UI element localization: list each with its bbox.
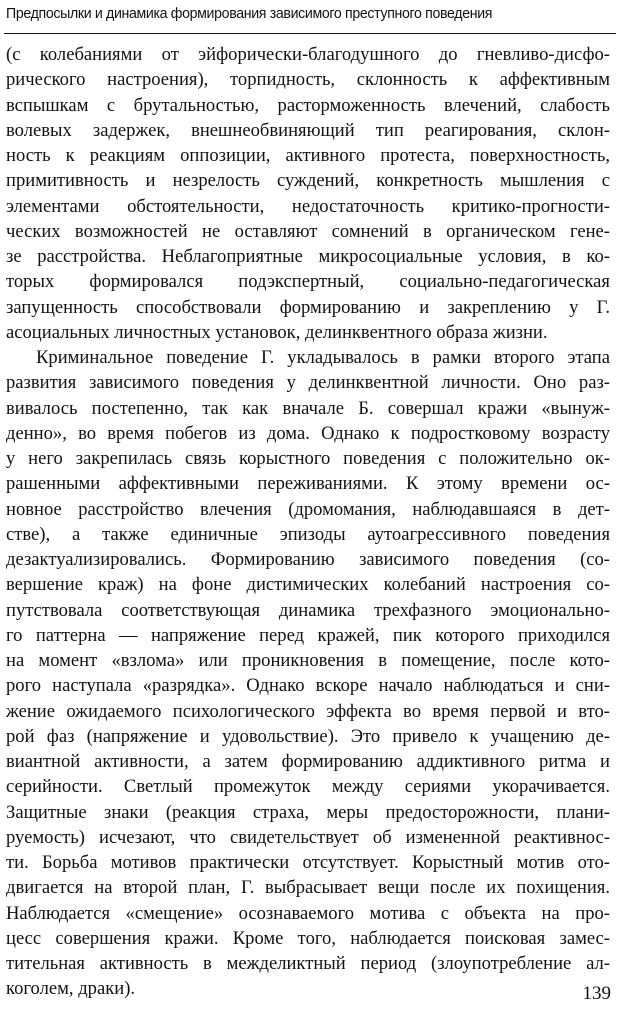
text-line: Наблюдается «смещение» осознаваемого мотива с объекта на про- [6, 902, 610, 924]
text-line: волевых задержек, внешнеобвиняющий тип реагирования, склон- [6, 119, 610, 141]
text-line: рой фаз (напряжение и удовольствие). Это привело к учащению де- [6, 725, 610, 747]
text-line: го паттерна — напряжение перед кражей, пик которого приходился [6, 624, 610, 646]
text-line: на момент «взлома» или проникновения в помещение, после кото- [6, 650, 610, 671]
page-number: 139 [582, 983, 611, 1004]
text-line: денно», во время побегов из дома. Однако к подростковому возрасту [6, 422, 610, 444]
text-line: коголем, драки). [6, 978, 136, 1000]
text-line: развития зависимого поведения у делинквентной личности. Оно раз- [6, 372, 610, 394]
text-line: стве), а также единичные эпизоды аутоагрессивного поведения [6, 523, 610, 545]
running-header: Предпосылки и динамика формирования зависимого преступного поведения [6, 6, 493, 22]
text-line: ность к реакциям оппозиции, активного протеста, поверхностность, [6, 145, 610, 166]
text-line: рашенными аффективными переживаниями. К этому времени ос- [6, 473, 610, 495]
text-line: вспышкам с брутальностью, расторможенность влечений, слабость [6, 94, 610, 116]
text-line: у него закрепилась связь корыстного поведения с положительно ок- [6, 448, 610, 469]
text-line: виантной активности, а затем формированию аддиктивного ритма и [6, 751, 610, 772]
text-line: рого наступала «разрядка». Однако вскоре начало наблюдаться и сни- [6, 675, 610, 697]
header-divider [4, 33, 616, 34]
text-line: Криминальное поведение Г. укладывалось в рамки второго этапа [36, 347, 610, 368]
text-line: вивалось постепенно, так как вначале Б. совершал кражи «вынуж- [6, 397, 610, 419]
text-line: зе расстройства. Неблагоприятные микросоциальные условия, в ко- [6, 246, 610, 267]
text-line: ти. Борьба мотивов практически отсутствует. Корыстный мотив ото- [6, 852, 610, 873]
text-line: двигается на второй план, Г. выбрасывает вещи после их похищения. [6, 877, 610, 899]
text-line: новное расстройство влечения (дромомания, наблюдавшаяся в дет- [6, 498, 610, 520]
text-line: серийности. Светлый промежуток между сериями укорачивается. [6, 776, 610, 798]
text-line: жение ожидаемого психологического эффекта во время первой и вто- [6, 700, 610, 722]
text-line: асоциальных личностных установок, делинквентного образа жизни. [6, 321, 548, 343]
text-line: цесс совершения кражи. Кроме того, наблюдается поисковая замес- [6, 927, 610, 949]
text-line: руемость) исчезают, что свидетельствует об измененной реактивнос- [6, 826, 610, 848]
text-line: торых формировался подэкспертный, социально-педагогическая [6, 271, 610, 293]
text-line: Защитные знаки (реакция страха, меры предосторожности, плани- [6, 801, 610, 823]
text-line: (с колебаниями от эйфорически-благодушного до гневливо-дисфо- [6, 44, 610, 65]
text-line: запущенность способствовали формированию и закреплению у Г. [6, 296, 610, 318]
text-line: рического настроения), торпидность, склонность к аффективным [6, 69, 610, 91]
text-line: путствовала соответствующая динамика трехфазного эмоционально- [6, 599, 610, 621]
body-text [6, 42, 610, 1002]
text-line: примитивность и незрелость суждений, конкретность мышления с [6, 170, 610, 192]
text-line: вершение краж) на фоне дистимических колебаний настроения со- [6, 574, 610, 596]
text-line: элементами обстоятельности, недостаточность критико-прогности- [6, 195, 610, 217]
text-line: тительная активность в межделиктный период (злоупотребление ал- [6, 953, 610, 974]
text-line: дезактуализировались. Формированию зависимого поведения (со- [6, 549, 610, 570]
text-line: ческих возможностей не оставляют сомнений в органическом гене- [6, 220, 610, 242]
